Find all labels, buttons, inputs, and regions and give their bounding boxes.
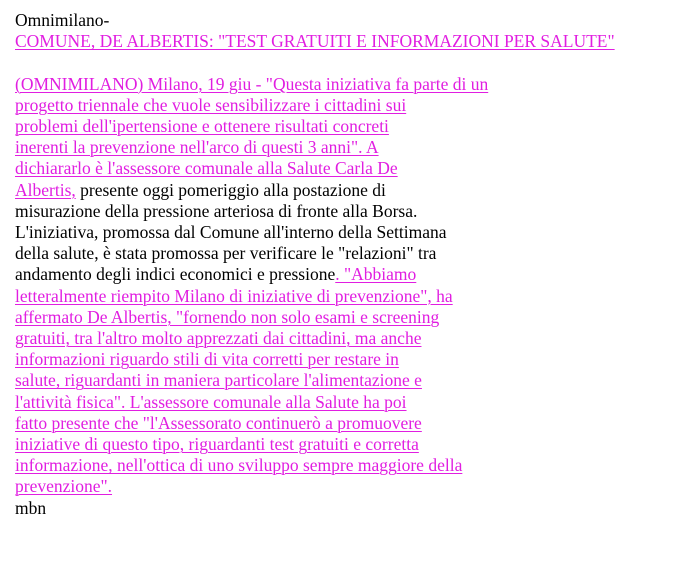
article-link-text[interactable]: letteralmente riempito Milano di iniziative di prevenzione", ha [15, 285, 453, 306]
article-line-11 [15, 286, 685, 307]
article-line-7 [15, 201, 685, 222]
article-line-8 [15, 222, 685, 243]
article-link-text[interactable]: informazione, nell'ottica di uno sviluppo sempre maggiore della [15, 455, 463, 476]
article-line-15 [15, 370, 685, 391]
article-plain-text: misurazione della pressione arteriosa di fronte alla Borsa. [15, 200, 418, 221]
article-plain-text: andamento degli indici economici e pressione [15, 264, 336, 285]
source-label: Omnimilano- [15, 10, 110, 30]
article-line-14 [15, 349, 685, 370]
article-line-16 [15, 392, 685, 413]
article-link-text[interactable]: (OMNIMILANO) Milano, 19 giu - "Questa iniziativa fa parte di un [15, 73, 489, 94]
article-link-text[interactable]: affermato De Albertis, "fornendo non solo esami e screening [15, 306, 440, 327]
article-line-20 [15, 476, 685, 497]
article-link-text[interactable]: salute, riguardanti in maniera particolare l'alimentazione e [15, 370, 422, 391]
article-link-text[interactable]: . "Abbiamo [335, 264, 417, 285]
article-line-2 [15, 95, 685, 116]
article-plain-text: L'iniziativa, promossa dal Comune all'interno della Settimana [15, 222, 447, 243]
article-plain-text: presente oggi pomeriggio alla postazione di [75, 179, 386, 200]
article-line-9 [15, 243, 685, 264]
article-link-text[interactable]: dichiararlo è l'assessore comunale alla Salute Carla De [15, 158, 398, 179]
article-link-text[interactable]: l'attività fisica". L'assessore comunale alla Salute ha poi [15, 391, 407, 412]
article-line-5 [15, 158, 685, 179]
article-line-18 [15, 434, 685, 455]
article-line-10 [15, 264, 685, 285]
article-line-1 [15, 74, 685, 95]
article-line-3 [15, 116, 685, 137]
author-signature: mbn [15, 497, 47, 518]
spacer [15, 52, 685, 73]
article-link-text[interactable]: prevenzione". [15, 476, 113, 497]
article-line-13 [15, 328, 685, 349]
article-link-text[interactable]: fatto presente che "l'Assessorato continuerò a promuovere [15, 412, 422, 433]
article-link-text[interactable]: problemi dell'ipertensione e ottenere risultati concreti [15, 116, 389, 136]
article-link-text[interactable]: Albertis, [15, 179, 76, 200]
article-line-17 [15, 413, 685, 434]
article-link-text[interactable]: gratuiti, tra l'altro molto apprezzati dai cittadini, ma anche [15, 328, 422, 349]
article-line-4 [15, 137, 685, 158]
article-line-6 [15, 180, 685, 201]
article-link-text[interactable]: informazioni riguardo stili di vita corretti per restare in [15, 349, 399, 370]
article-line-19 [15, 455, 685, 476]
article-line-12 [15, 307, 685, 328]
article-link-text[interactable]: inerenti la prevenzione nell'arco di questi 3 anni". A [15, 137, 379, 158]
article-link-text[interactable]: progetto triennale che vuole sensibilizzare i cittadini sui [15, 94, 407, 115]
article-link-text[interactable]: iniziative di questo tipo, riguardanti test gratuiti e corretta [15, 434, 419, 455]
document-body [15, 10, 685, 519]
article-plain-text: della salute, è stata promossa per verificare le "relazioni" tra [15, 243, 437, 264]
headline-link[interactable] [15, 31, 685, 52]
headline-text[interactable]: COMUNE, DE ALBERTIS: "TEST GRATUITI E INFORMAZIONI PER SALUTE" [15, 31, 615, 52]
